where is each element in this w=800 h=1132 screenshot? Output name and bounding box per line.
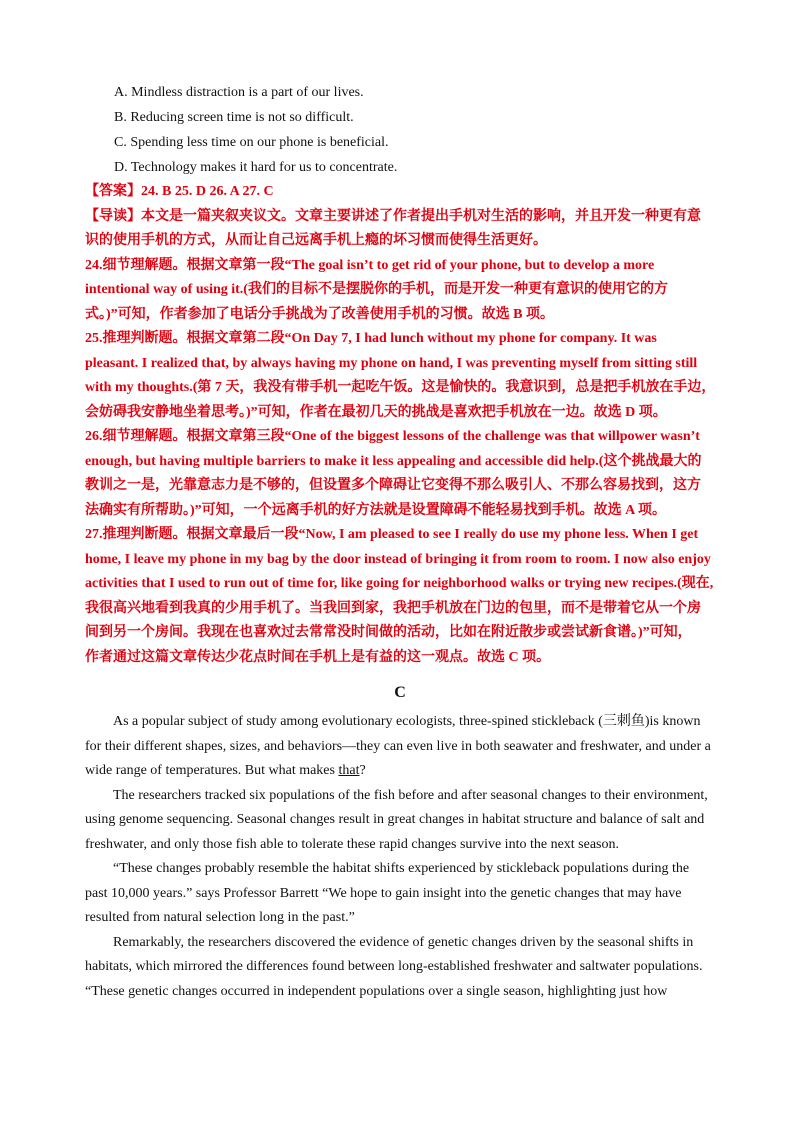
paragraph-line: The researchers tracked six populations of the fish before and after seasonal changes to their environment, xyxy=(113,787,708,803)
reading-passage xyxy=(85,710,721,1004)
answer-explanation xyxy=(85,180,721,670)
explanation-line: with my thoughts.(第 7 天，我没有带手机一起吃午饭。这是愉快的。我意识到，总是把手机放在手边， xyxy=(85,380,716,395)
explanation-line: home, I leave my phone in my bag by the door instead of bringing it from room to room. I now also enjoy xyxy=(85,551,711,567)
explanation-line: 作者通过这篇文章传达少花点时间在手机上是有益的这一观点。故选 C 项。 xyxy=(85,649,551,665)
explanation-line: 会妨碍我安静地坐着思考。)”可知，作者在最初几天的挑战是喜欢把手机放在一边。故选 D 项。 xyxy=(85,404,667,420)
paragraph-line: Remarkably, the researchers discovered the evidence of genetic changes driven by the seasonal shifts in xyxy=(113,934,694,950)
explanation-line: pleasant. I realized that, by always having my phone on hand, I was preventing myself from sitting still xyxy=(85,355,698,371)
explanation-line: 间到另一个房间。我现在也喜欢过去常常没时间做的活动，比如在附近散步或尝试新食谱。)”可知， xyxy=(85,625,692,640)
underlined-word: that xyxy=(338,763,360,778)
option-d: D. Technology makes it hard for us to concentrate. xyxy=(114,160,398,175)
answer-options xyxy=(114,80,734,180)
paragraph-text: wide range of temperatures. But what makes xyxy=(85,763,339,778)
explanation-line: 27.推理判断题。根据文章最后一段“Now, I am pleased to see I really do use my phone less. When I get xyxy=(85,527,699,542)
paragraph-line: “These changes probably resemble the habitat shifts experienced by stickleback populations during the xyxy=(113,861,690,876)
explanation-line: 法确实有所帮助。)”可知，一个远离手机的好方法就是设置障碍不能轻易找到手机。故选 A 项。 xyxy=(85,502,666,518)
explanation-line: enough, but having multiple barriers to make it less appealing and accessible did help.(这个挑战最大的 xyxy=(85,453,702,469)
paragraph-line: past 10,000 years.” says Professor Barrett “We hope to gain insight into the genetic changes that may have xyxy=(85,885,682,901)
answer-key: 【答案】24. B 25. D 26. A 27. C xyxy=(85,184,274,199)
explanation-line: 式。)”可知，作者参加了电话分手挑战为了改善使用手机的习惯。故选 B 项。 xyxy=(85,306,554,322)
explanation-line: 26.细节理解题。根据文章第三段“One of the biggest lessons of the challenge was that willpower wasn’t xyxy=(85,429,700,444)
paragraph-line: habitats, which mirrored the differences found between long-established freshwater and saltwater populations. xyxy=(85,959,703,974)
option-b: B. Reducing screen time is not so difficult. xyxy=(114,110,354,125)
paragraph-line: freshwater, and only those fish able to tolerate these rapid changes survive into the next season. xyxy=(85,836,619,852)
paragraph-line: for their different shapes, sizes, and behaviors—they can even live in both seawater and freshwater, and under a xyxy=(85,738,711,754)
option-a: A. Mindless distraction is a part of our lives. xyxy=(114,85,364,100)
option-c: C. Spending less time on our phone is beneficial. xyxy=(114,135,389,150)
explanation-line: 我很高兴地看到我真的少用手机了。当我回到家，我把手机放在门边的包里，而不是带着它从一个房 xyxy=(85,600,701,616)
explanation-line: 25.推理判断题。根据文章第二段“On Day 7, I had lunch without my phone for company. It was xyxy=(85,331,657,346)
explanation-line: 教训之一是，光靠意志力是不够的，但设置多个障碍让它变得不那么吸引人、不那么容易找到，这方 xyxy=(85,478,701,493)
explanation-line: 24.细节理解题。根据文章第一段“The goal isn’t to get rid of your phone, but to develop a more xyxy=(85,257,655,273)
paragraph-line: using genome sequencing. Seasonal changes result in great changes in habitat structure and balance of salt and xyxy=(85,812,705,827)
section-heading: C xyxy=(394,684,406,701)
paragraph-line: As a popular subject of study among evolutionary ecologists, three-spined stickleback (三刺鱼)is known xyxy=(113,714,701,729)
paragraph-text: ? xyxy=(359,763,366,778)
paragraph-line: resulted from natural selection long in the past.” xyxy=(85,910,355,925)
guide-line: 识的使用手机的方式，从而让自己远离手机上瘾的坏习惯而使得生活更好。 xyxy=(85,233,547,248)
explanation-line: intentional way of using it.(我们的目标不是摆脱你的手机，而是开发一种更有意识的使用它的方 xyxy=(85,282,668,297)
guide-line: 【导读】本文是一篇夹叙夹议文。文章主要讲述了作者提出手机对生活的影响，并且开发一种更有意 xyxy=(85,208,701,224)
paragraph-line: “These genetic changes occurred in independent populations over a single season, highlighting just how xyxy=(85,983,668,999)
paragraph-line xyxy=(85,759,721,784)
explanation-line: activities that I used to run out of time for, like going for neighborhood walks or trying new recipes.(现在, xyxy=(85,576,714,591)
